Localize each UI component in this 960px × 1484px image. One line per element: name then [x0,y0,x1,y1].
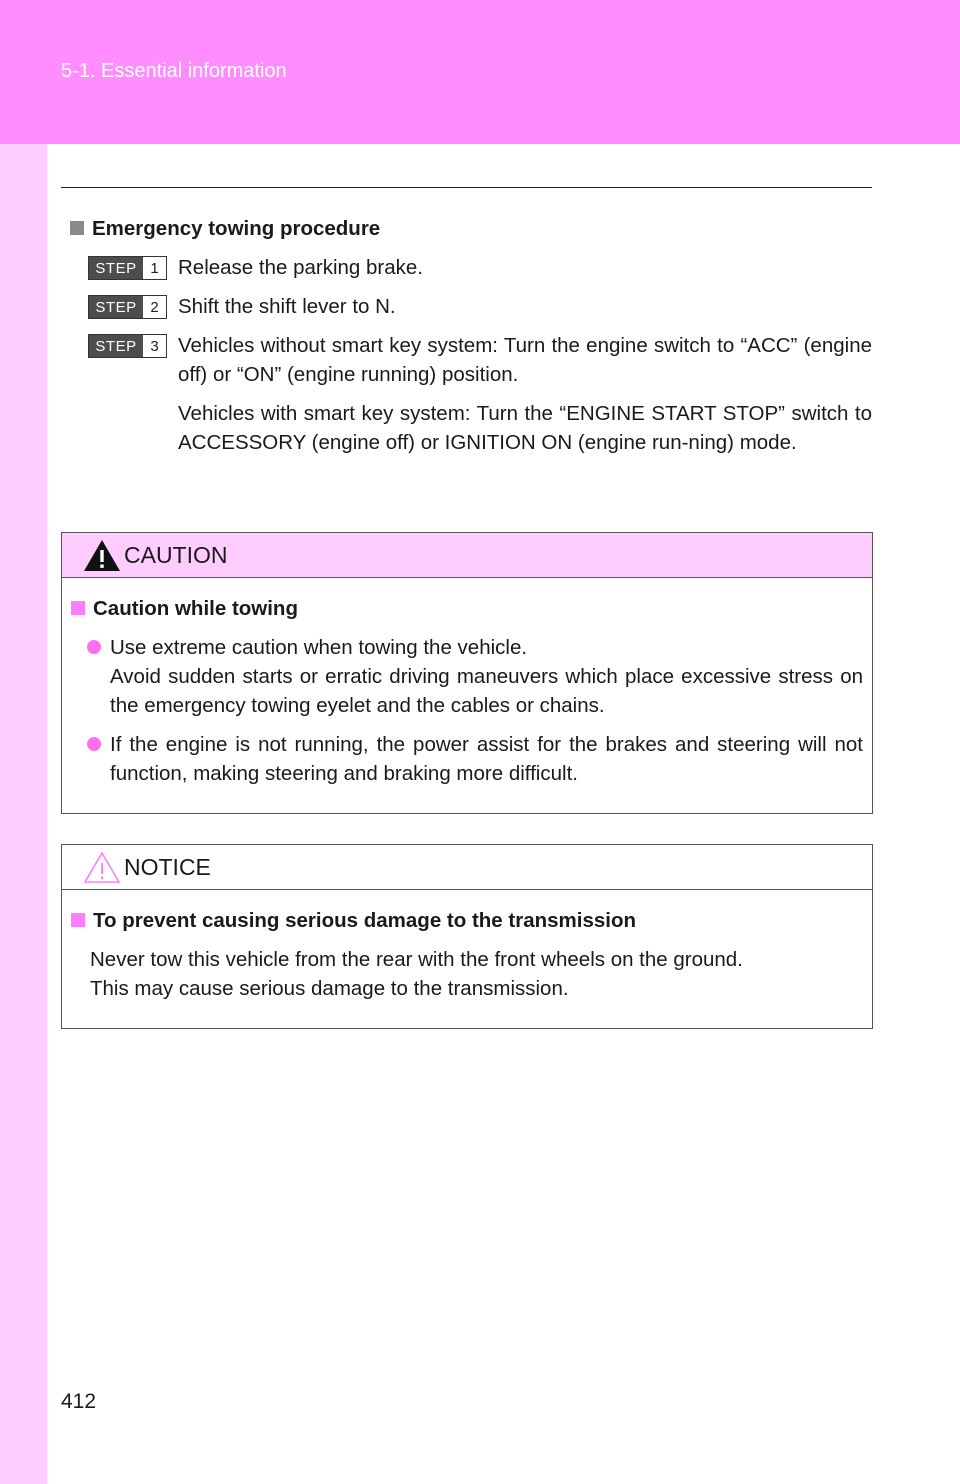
caution-subtitle: Caution while towing [71,594,863,623]
step-text: Vehicles without smart key system: Turn the engine switch to “ACC” (engine off) or “ON” (engine running) position. [178,334,872,386]
procedure-heading [70,217,380,241]
step-text: Vehicles with smart key system: Turn the “ENGINE START STOP” switch to ACCESSORY (engine off) or IGNITION ON (engine run-ning) mode. [178,402,872,454]
notice-box [61,844,873,1029]
step-label: STEP [89,296,143,318]
notice-header [62,845,872,890]
step-badge [88,295,167,319]
step-2 [88,292,872,321]
step-label: STEP [89,257,143,279]
square-bullet-icon [71,913,85,927]
side-strip [0,144,47,1484]
step-text: Shift the shift lever to N. [178,295,396,318]
bullet-dot-icon [87,640,101,654]
caution-header [62,533,872,578]
notice-subtitle: To prevent causing serious damage to the transmission [71,906,863,935]
list-item: Use extreme caution when towing the vehicle. Avoid sudden starts or erratic driving maneuvers which place excessive stress on the emergency towing eyelet and the cables or chains. [71,633,863,720]
warning-icon [82,537,122,573]
step-number: 2 [143,296,166,318]
square-bullet-icon [70,221,84,235]
step-badge [88,256,167,280]
notice-warning-icon [82,849,122,885]
caution-box [61,532,873,814]
step-badge [88,334,167,358]
divider [61,187,872,188]
step-3 [88,331,872,457]
header-band [0,0,960,144]
step-text: Release the parking brake. [178,256,424,279]
procedure-title: Emergency towing procedure [92,217,381,240]
list-item: If the engine is not running, the power assist for the brakes and steering will not function, making steering and braking more difficult. [71,730,863,788]
caution-title: CAUTION [124,542,228,568]
step-1 [88,253,872,282]
section-header: 5-1. Essential information [61,60,287,82]
notice-title: NOTICE [124,854,211,880]
bullet-dot-icon [87,737,101,751]
page-number: 412 [61,1390,97,1413]
square-bullet-icon [71,601,85,615]
notice-text: Never tow this vehicle from the rear with the front wheels on the ground. This may cause serious damage to the transmission. [90,948,743,1000]
step-number: 3 [143,335,166,357]
step-label: STEP [89,335,143,357]
step-number: 1 [143,257,166,279]
